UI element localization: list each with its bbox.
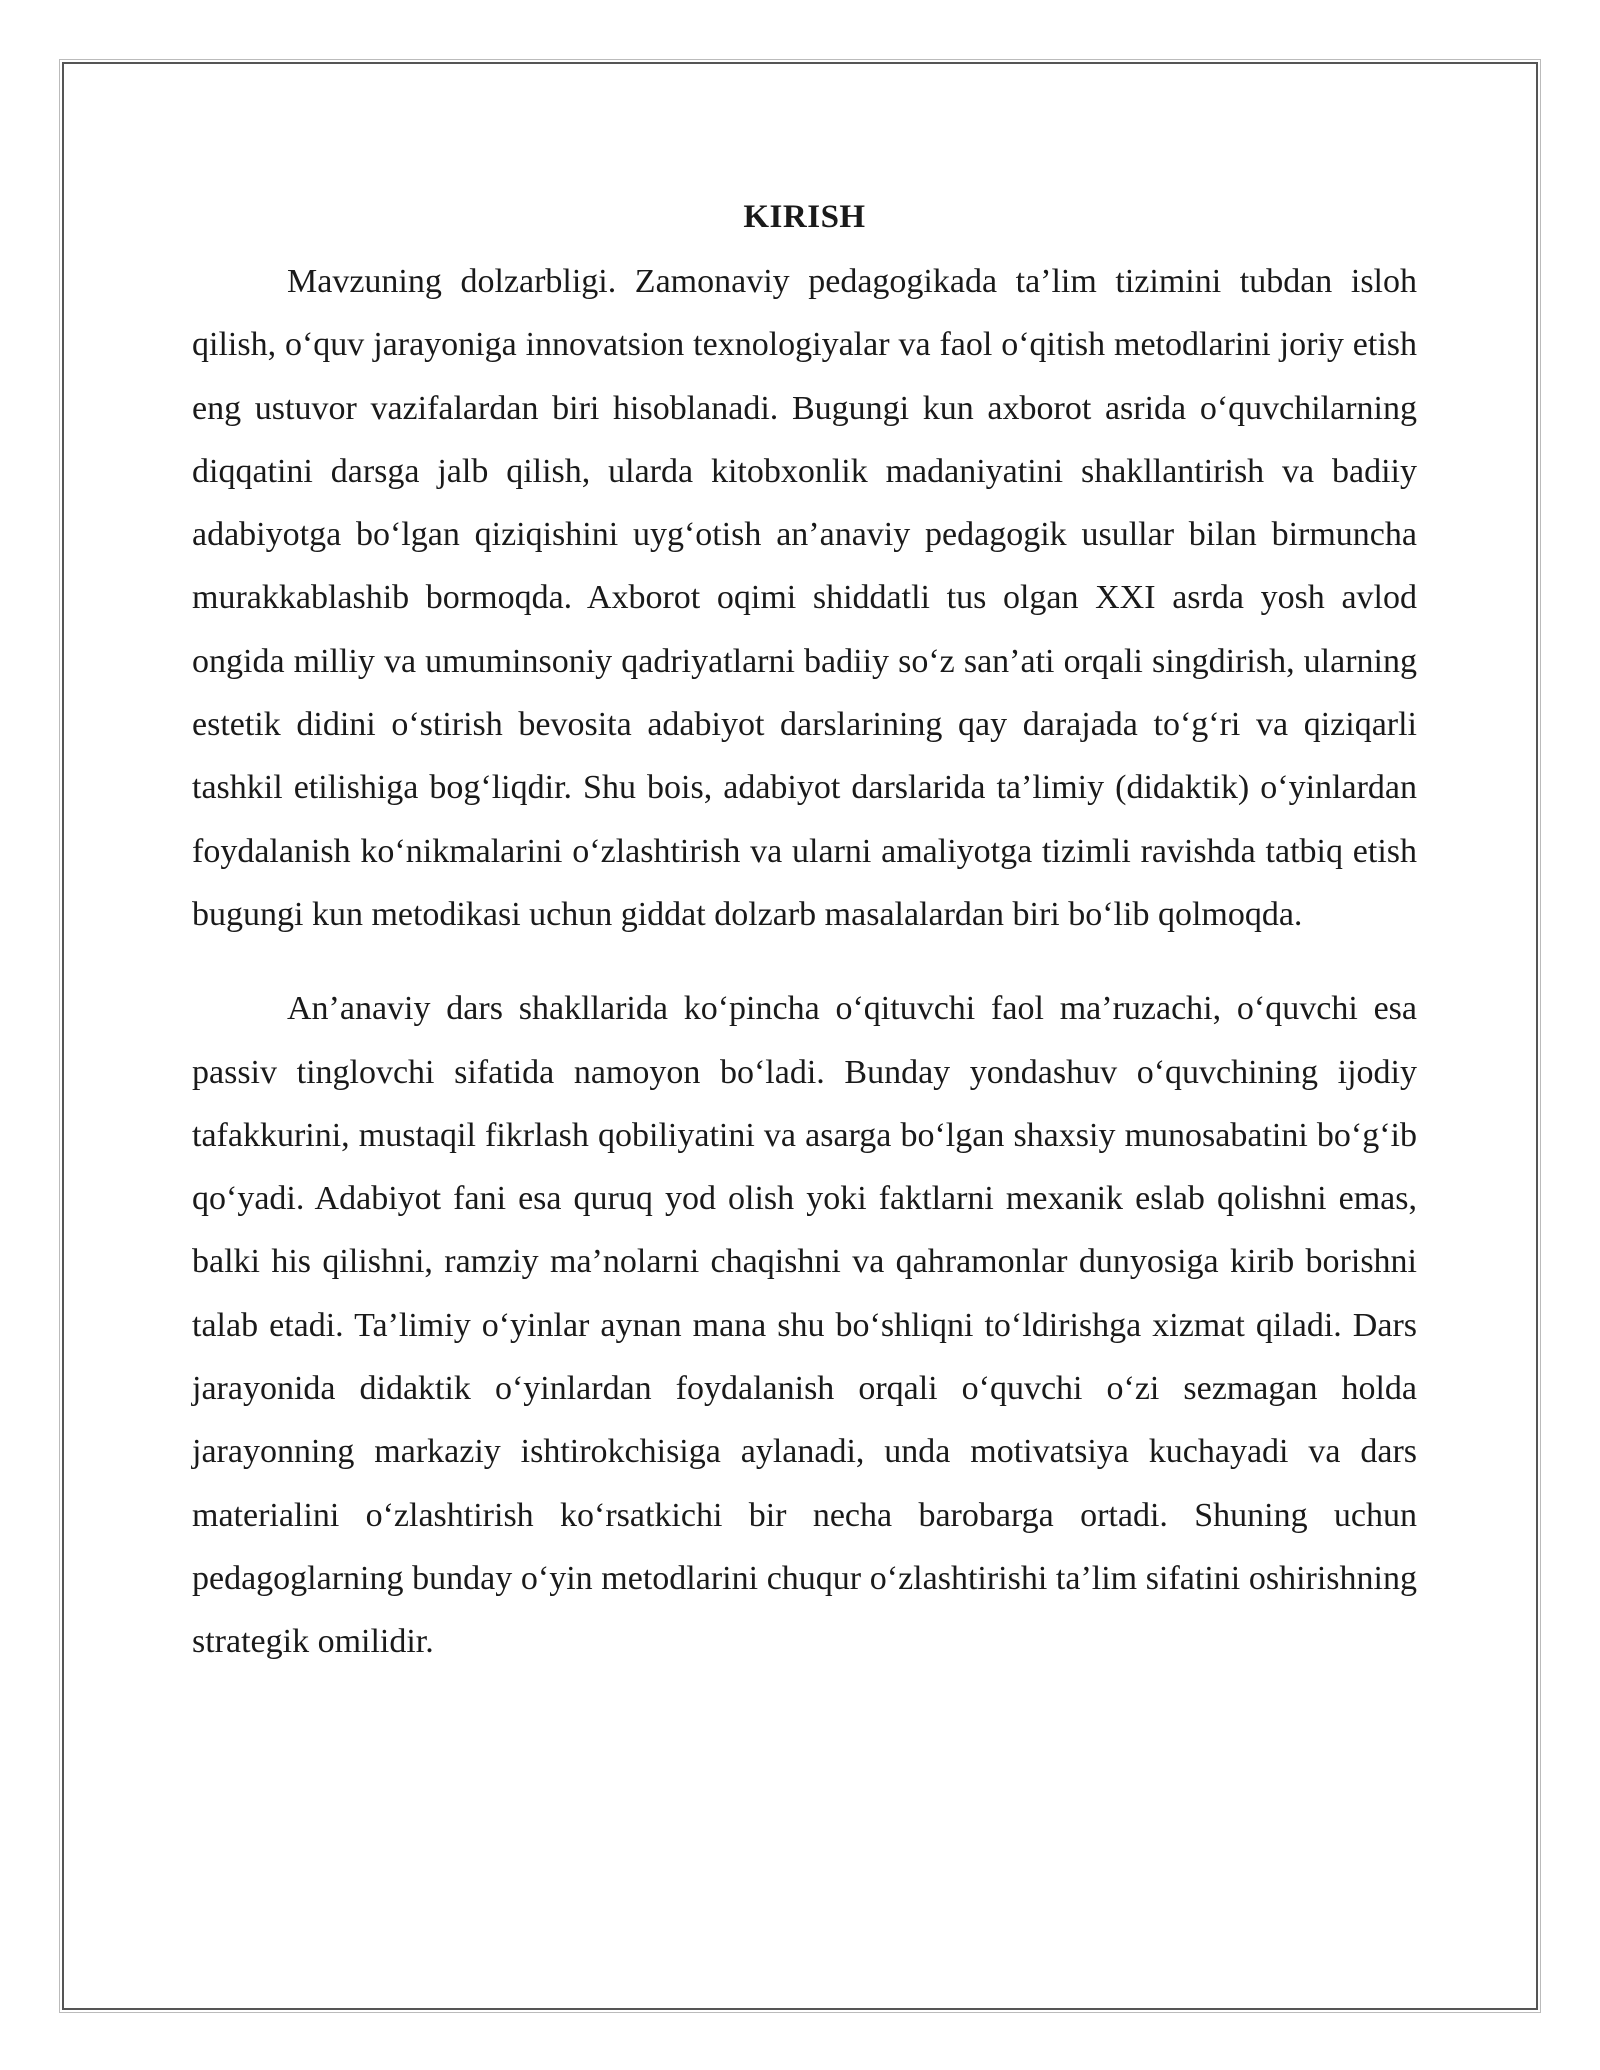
paragraph-traditional-lessons: An’anaviy dars shakllarida ko‘pincha o‘qituvchi faol ma’ruzachi, o‘quvchi esa passiv tinglovchi sifatida namoyon bo‘ladi. Bunday yondashuv o‘quvchining ijodiy tafakkurini, mustaqil fikrlash qobiliyatini va asarga bo‘lgan shaxsiy munosabatini bo‘g‘ib qo‘yadi. Adabiyot fani esa quruq yod olish yoki faktlarni mexanik eslab qolishni emas, balki his qilishni, ramziy ma’nolarni chaqishni va qahramonlar dunyosiga kirib borishni talab etadi. Ta’limiy o‘yinlar aynan mana shu bo‘shliqni to‘ldirishga xizmat qiladi. Dars jarayonida didaktik o‘yinlardan foydalanish orqali o‘quvchi o‘zi sezmagan holda jarayonning markaziy ishtirokchisiga aylanadi, unda motivatsiya kuchayadi va dars materialini o‘zlashtirish ko‘rsatkichi bir necha barobarga ortadi. Shuning uchun pedagoglarning bunday o‘yin metodlarini chuqur o‘zlashtirishi ta’lim sifatini oshirishning strategik omilidir. [192,990,1417,1661]
page-title: KIRISH [743,199,866,235]
paragraph-relevance: Mavzuning dolzarbligi. Zamonaviy pedagogikada ta’lim tizimini tubdan isloh qilish, o‘quv jarayoniga innovatsion texnologiyalar va faol o‘qitish metodlarini joriy etish eng ustuvor vazifalardan biri hisoblanadi. Bugungi kun axborot asrida o‘quvchilarning diqqatini darsga jalb qilish, ularda kitobxonlik madaniyatini shakllantirish va badiiy adabiyotga bo‘lgan qiziqishini uyg‘otish an’anaviy pedagogik usullar bilan birmuncha murakkablashib bormoqda. Axborot oqimi shiddatli tus olgan XXI asrda yosh avlod ongida milliy va umuminsoniy qadriyatlarni badiiy so‘z san’ati orqali singdirish, ularning estetik didini o‘stirish bevosita adabiyot darslarining qay darajada to‘g‘ri va qiziqarli tashkil etilishiga bog‘liqdir. Shu bois, adabiyot darslarida ta’limiy (didaktik) o‘yinlardan foydalanish ko‘nikmalarini o‘zlashtirish va ularni amaliyotga tizimli ravishda tatbiq etish bugungi kun metodikasi uchun giddat dolzarb masalalardan biri bo‘lib qolmoqda. [192,263,1417,933]
document-body [192,184,1417,1674]
page-frame [62,62,1538,2010]
